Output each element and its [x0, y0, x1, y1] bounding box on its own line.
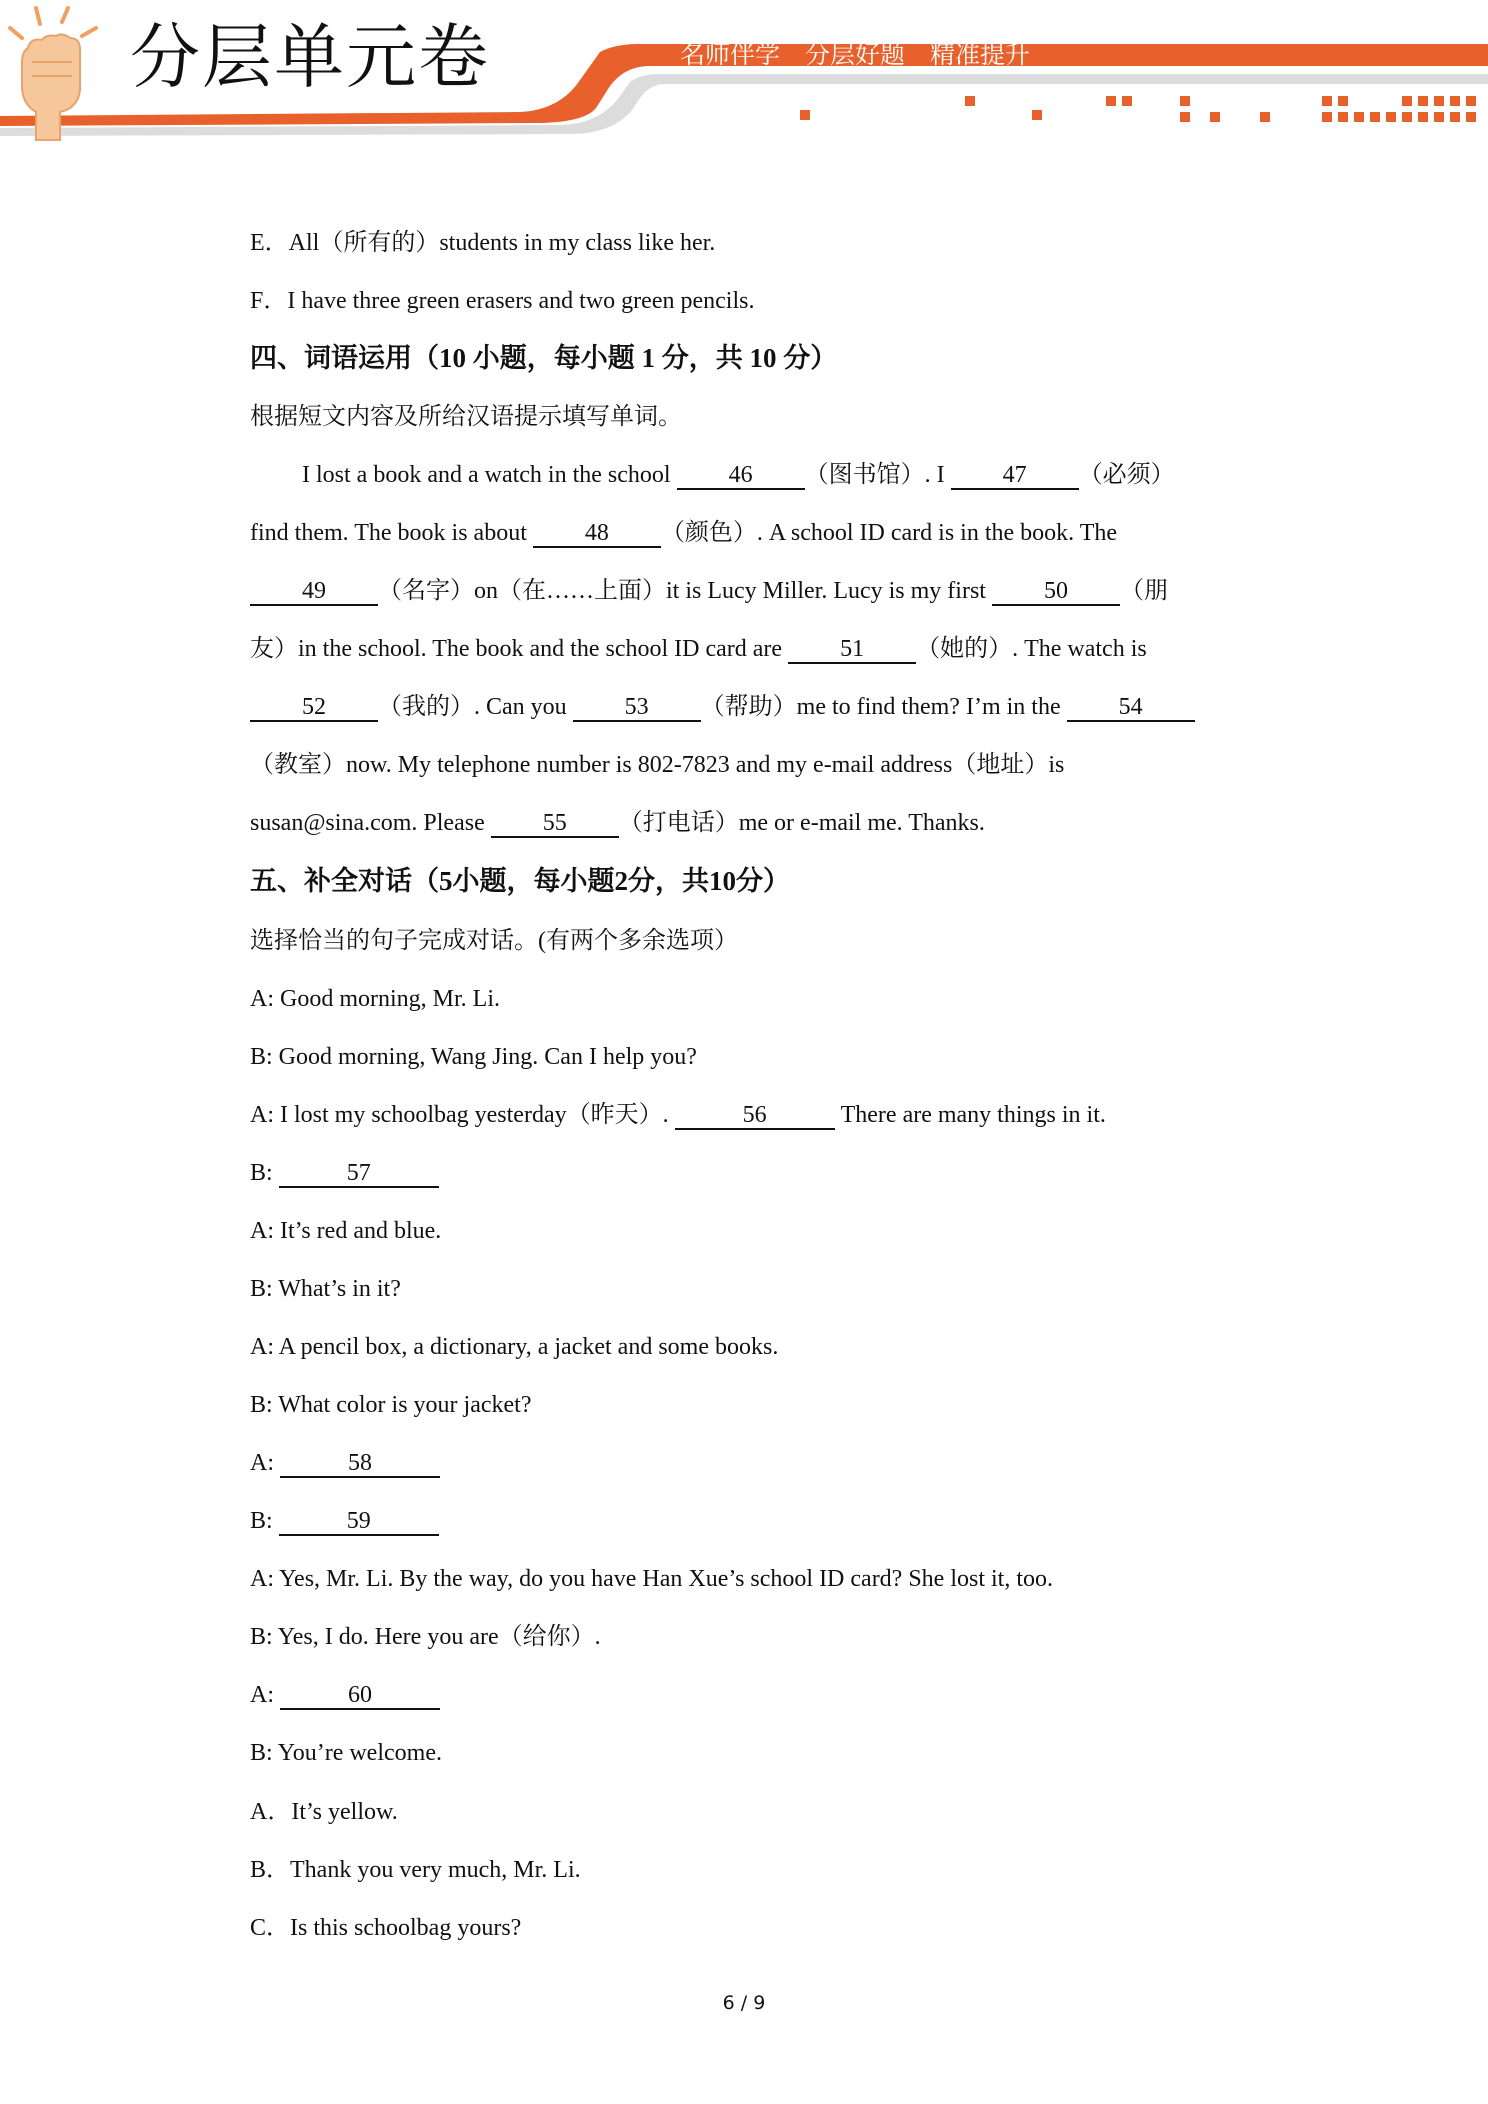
blank-57[interactable]: 57: [279, 1161, 439, 1188]
blank-58[interactable]: 58: [280, 1451, 440, 1478]
passage-text: （朋: [1119, 578, 1168, 604]
blank-48[interactable]: 48: [533, 521, 661, 548]
section5-heading: 五、补全对话（5小题，每小题2分，共10分）: [250, 866, 790, 896]
section4-heading: 四、词语运用（10 小题，每小题 1 分，共 10 分）: [250, 343, 838, 373]
blank-52[interactable]: 52: [250, 695, 378, 722]
page-header: [0, 0, 1488, 150]
passage-text: （她的）. The watch is: [916, 636, 1147, 662]
passage-line-6: （教室）now. My telephone number is 802-7823 and my e-mail address（地址）is: [250, 752, 1065, 778]
blank-56[interactable]: 56: [675, 1103, 835, 1130]
dialogue-text: B:: [250, 1160, 279, 1186]
dialogue-text: B:: [250, 1508, 279, 1534]
blank-50[interactable]: 50: [992, 579, 1120, 606]
passage-text: （打电话）me or e-mail me. Thanks.: [618, 810, 985, 836]
dialogue-line: B: You’re welcome.: [250, 1740, 442, 1766]
passage-text: （帮助）me to find them? I’m in the: [700, 694, 1067, 720]
blank-47[interactable]: 47: [951, 463, 1079, 490]
passage-text: I lost a book and a watch in the school: [302, 462, 677, 488]
dialogue-line: [250, 1451, 440, 1478]
dialogue-text: There are many things in it.: [834, 1102, 1106, 1128]
blank-60[interactable]: 60: [280, 1683, 440, 1710]
dialogue-line: B: What color is your jacket?: [250, 1392, 532, 1418]
passage-text: （图书馆）. I: [804, 462, 951, 488]
blank-54[interactable]: 54: [1067, 695, 1195, 722]
passage-text: 友）in the school. The book and the school ID card are: [250, 636, 789, 662]
blank-59[interactable]: 59: [279, 1509, 439, 1536]
option-b: B．Thank you very much, Mr. Li.: [250, 1857, 581, 1883]
passage-line-1: [302, 463, 1175, 490]
dialogue-line: [250, 1509, 439, 1536]
option-a: A．It’s yellow.: [250, 1799, 398, 1825]
passage-text: susan@sina.com. Please: [250, 810, 491, 836]
dialogue-line: B: Good morning, Wang Jing. Can I help you?: [250, 1044, 697, 1070]
passage-line-4: [250, 637, 1147, 664]
dialogue-line: A: It’s red and blue.: [250, 1218, 442, 1244]
passage-text: find them. The book is about: [250, 520, 533, 546]
blank-53[interactable]: 53: [573, 695, 701, 722]
passage-text: （名字）on（在……上面）it is Lucy Miller. Lucy is my first: [378, 578, 992, 604]
passage-line-2: [250, 521, 1117, 548]
dialogue-line: [250, 1161, 439, 1188]
dialogue-line: A: A pencil box, a dictionary, a jacket and some books.: [250, 1334, 779, 1360]
blank-46[interactable]: 46: [677, 463, 805, 490]
blank-51[interactable]: 51: [788, 637, 916, 664]
option-c: C．Is this schoolbag yours?: [250, 1915, 522, 1941]
brand-title: 分层单元卷: [130, 16, 490, 98]
dialogue-line: A: Yes, Mr. Li. By the way, do you have Han Xue’s school ID card? She lost it, too.: [250, 1566, 1054, 1592]
passage-text: （必须）: [1078, 462, 1175, 488]
blank-49[interactable]: 49: [250, 579, 378, 606]
passage-line-5: [250, 695, 1195, 722]
dialogue-line: [250, 1683, 440, 1710]
dialogue-line: [250, 1103, 1106, 1130]
raised-fist-icon: [0, 0, 110, 150]
dialogue-line: A: Good morning, Mr. Li.: [250, 986, 500, 1012]
dialogue-text: A:: [250, 1450, 280, 1476]
header-tagline: 名师伴学 分层好题 精准提升: [680, 40, 1031, 69]
dialogue-text: A:: [250, 1682, 280, 1708]
passage-text: （我的）. Can you: [378, 694, 573, 720]
passage-line-3: [250, 579, 1168, 606]
option-e: E．All（所有的）students in my class like her.: [250, 230, 716, 256]
blank-55[interactable]: 55: [491, 811, 619, 838]
passage-text: （颜色）. A school ID card is in the book. The: [660, 520, 1118, 546]
section4-instruction: 根据短文内容及所给汉语提示填写单词。: [250, 404, 682, 430]
option-f: F．I have three green erasers and two green pencils.: [250, 288, 755, 314]
page-number: 6 / 9: [722, 1992, 766, 2014]
dialogue-text: A: I lost my schoolbag yesterday（昨天）.: [250, 1102, 675, 1128]
section5-instruction: 选择恰当的句子完成对话。(有两个多余选项）: [250, 928, 738, 954]
passage-line-7: [250, 811, 985, 838]
dialogue-line: B: Yes, I do. Here you are（给你）.: [250, 1624, 601, 1650]
dialogue-line: B: What’s in it?: [250, 1276, 401, 1302]
